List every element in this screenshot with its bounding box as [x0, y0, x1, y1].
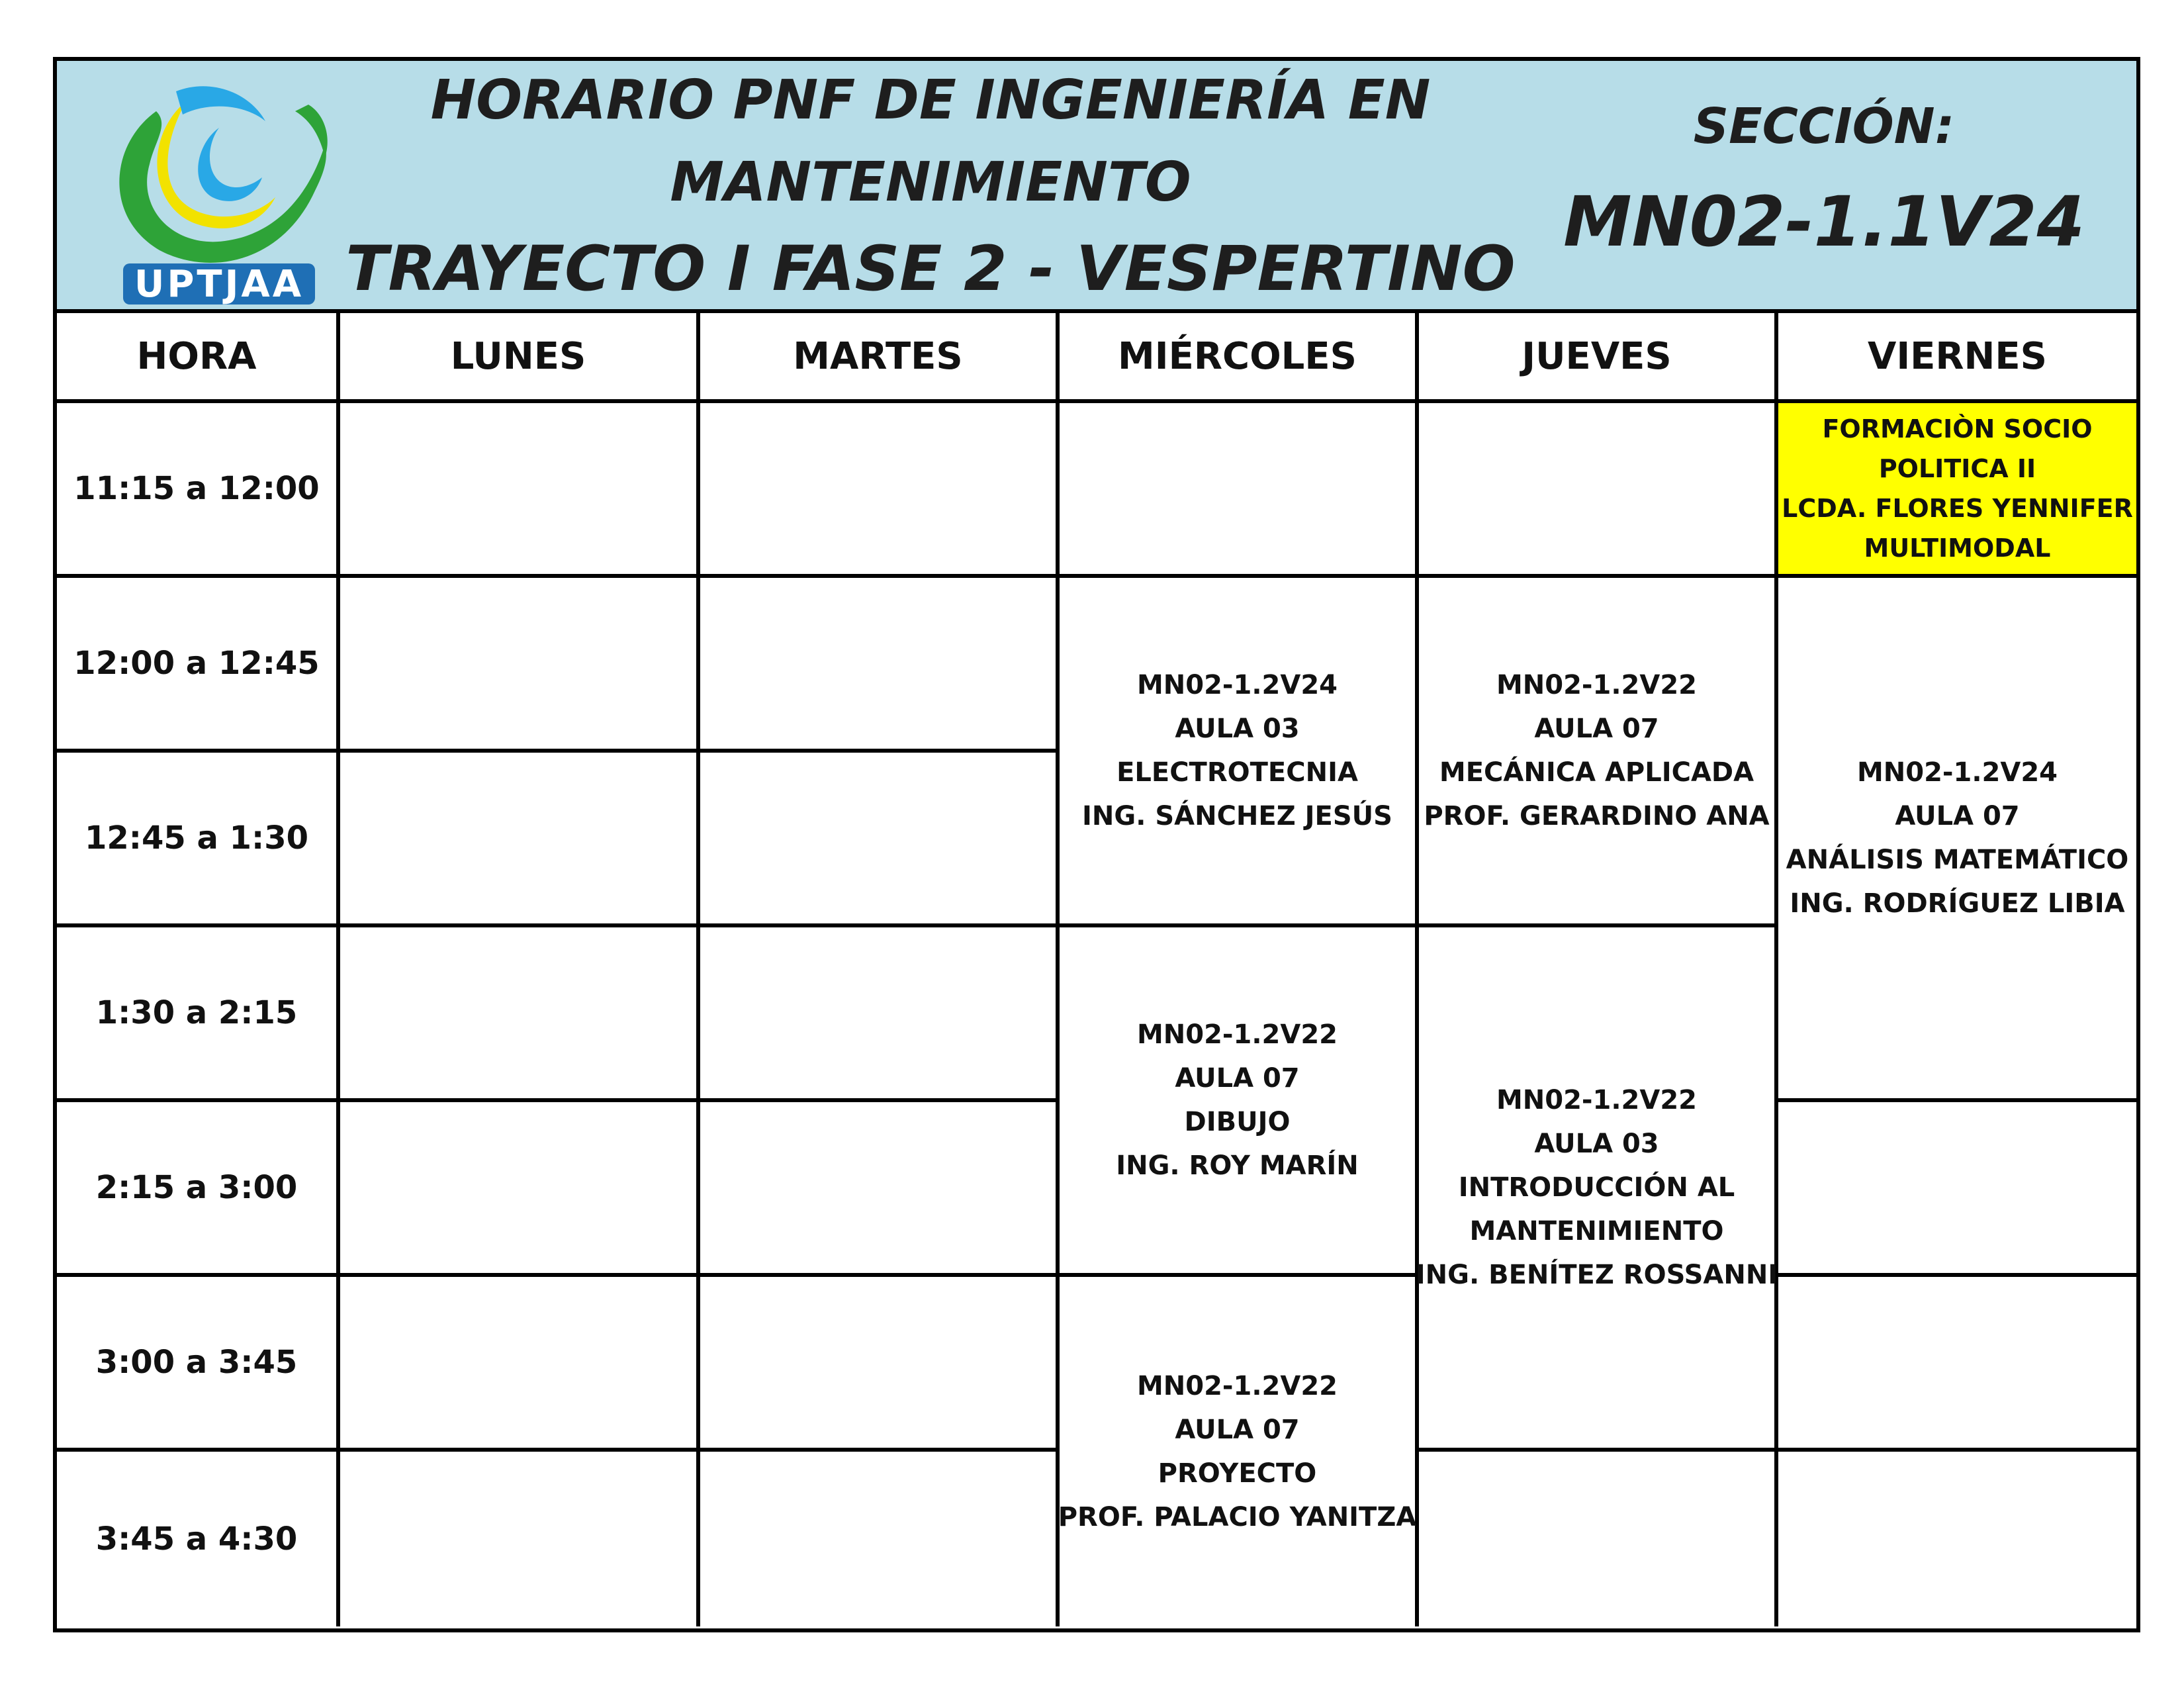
empty-slot [340, 1102, 700, 1277]
class-line: MN02-1.2V22 [1136, 1371, 1338, 1401]
empty-slot [340, 753, 700, 927]
class-line: MECÁNICA APLICADA [1439, 757, 1754, 788]
class-line: MN02-1.2V24 [1856, 757, 2058, 788]
empty-slot [340, 403, 700, 578]
class-line: MN02-1.2V22 [1496, 1085, 1698, 1115]
hour-cell: 2:15 a 3:00 [57, 1102, 340, 1277]
class-line: ELECTROTECNIA [1116, 757, 1358, 788]
hour-cell: 3:45 a 4:30 [57, 1452, 340, 1626]
class-line: FORMACIÒN SOCIO [1822, 414, 2093, 444]
hour-cell: 12:45 a 1:30 [57, 753, 340, 927]
section-label: SECCIÓN: [1693, 98, 1955, 155]
empty-slot [700, 1277, 1060, 1452]
empty-slot [340, 1452, 700, 1626]
empty-slot [1778, 1102, 2136, 1277]
class-line: ING. BENÍTEZ ROSSANNI [1415, 1260, 1778, 1290]
header-banner [57, 61, 2136, 313]
schedule-grid [57, 313, 2136, 1628]
class-line: PROYECTO [1158, 1458, 1317, 1489]
empty-slot [700, 1452, 1060, 1626]
col-header-martes: MARTES [700, 313, 1060, 403]
class-line: MN02-1.2V24 [1136, 670, 1338, 700]
empty-slot [340, 927, 700, 1102]
empty-slot [1419, 1452, 1778, 1626]
class-block-introduccion-mantenimiento [1415, 927, 1778, 1452]
class-line: AULA 03 [1534, 1129, 1659, 1159]
class-line: ING. ROY MARÍN [1116, 1150, 1359, 1181]
col-header-viernes: VIERNES [1778, 313, 2136, 403]
class-line: MN02-1.2V22 [1496, 670, 1698, 700]
empty-slot [700, 927, 1060, 1102]
empty-slot [700, 403, 1060, 578]
col-header-lunes: LUNES [340, 313, 700, 403]
empty-slot [1778, 1452, 2136, 1626]
class-block-dibujo [1060, 927, 1419, 1277]
class-line: AULA 07 [1895, 801, 2020, 831]
section-code: MN02-1.1V24 [1563, 181, 2085, 262]
empty-slot [340, 578, 700, 753]
class-line: DIBUJO [1184, 1107, 1291, 1137]
hour-cell: 1:30 a 2:15 [57, 927, 340, 1102]
col-header-miercoles: MIÉRCOLES [1060, 313, 1419, 403]
logo-text: UPTJAA [134, 263, 304, 306]
class-line: ING. RODRÍGUEZ LIBIA [1790, 888, 2125, 919]
class-line: MULTIMODAL [1864, 534, 2051, 563]
class-line: AULA 07 [1175, 1415, 1300, 1445]
class-block-formacion-socio-politica [1778, 403, 2136, 578]
class-block-proyecto [1060, 1277, 1419, 1626]
class-line: PROF. PALACIO YANITZA [1058, 1502, 1417, 1532]
class-line: ING. SÁNCHEZ JESÚS [1082, 801, 1392, 831]
col-header-hora: HORA [57, 313, 340, 403]
uptjaa-logo [97, 65, 341, 310]
class-line: MANTENIMIENTO [1469, 1216, 1724, 1246]
class-line: AULA 07 [1534, 714, 1659, 744]
class-line: ANÁLISIS MATEMÁTICO [1786, 845, 2129, 875]
hour-cell: 12:00 a 12:45 [57, 578, 340, 753]
empty-slot [1419, 403, 1778, 578]
class-block-mecanica-aplicada [1419, 578, 1778, 927]
class-line: AULA 03 [1175, 714, 1300, 744]
class-line: LCDA. FLORES YENNIFER [1782, 494, 2133, 523]
class-block-electrotecnia [1060, 578, 1419, 927]
title-line-2: MANTENIMIENTO [670, 151, 1191, 214]
schedule-sheet [53, 57, 2140, 1632]
col-header-jueves: JUEVES [1419, 313, 1778, 403]
hour-cell: 3:00 a 3:45 [57, 1277, 340, 1452]
class-block-analisis-matematico [1778, 578, 2136, 1102]
empty-slot [340, 1277, 700, 1452]
empty-slot [1060, 403, 1419, 578]
empty-slot [700, 578, 1060, 753]
hour-cell: 11:15 a 12:00 [57, 403, 340, 578]
class-line: AULA 07 [1175, 1063, 1300, 1094]
empty-slot [700, 1102, 1060, 1277]
title-line-1: HORARIO PNF DE INGENIERÍA EN [430, 69, 1431, 132]
class-line: INTRODUCCIÓN AL [1458, 1172, 1735, 1203]
title-line-3: TRAYECTO I FASE 2 - VESPERTINO [345, 233, 1516, 305]
class-line: PROF. GERARDINO ANA [1424, 801, 1770, 831]
empty-slot [1778, 1277, 2136, 1452]
empty-slot [700, 753, 1060, 927]
class-line: POLITICA II [1878, 454, 2036, 483]
class-line: MN02-1.2V22 [1136, 1019, 1338, 1050]
